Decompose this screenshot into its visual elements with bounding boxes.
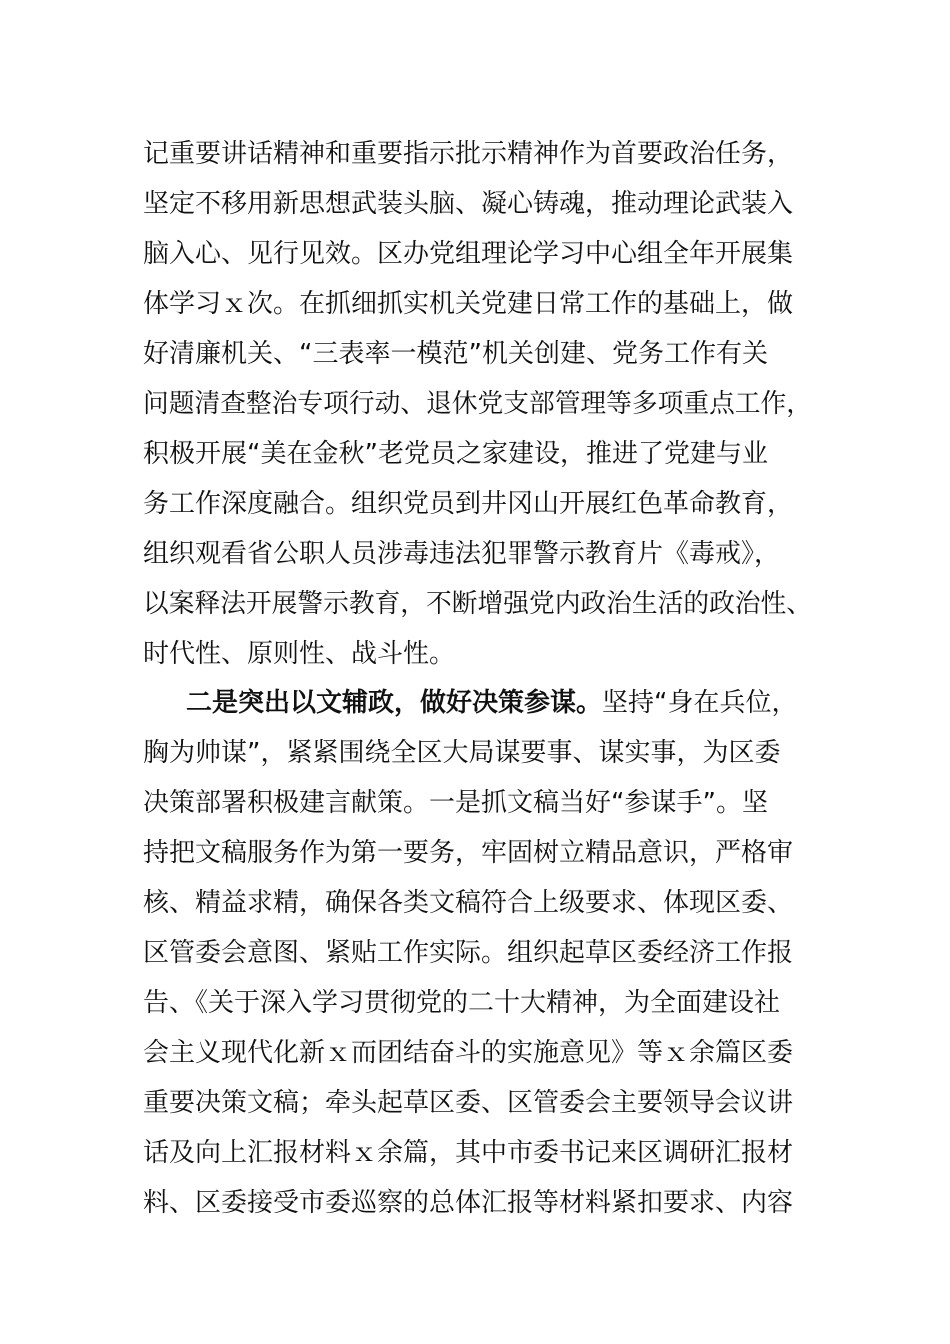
text-line: 胸为帅谋”，紧紧围绕全区大局谋要事、谋实事，为区委 xyxy=(143,738,781,768)
paragraph-first-line xyxy=(186,678,798,728)
text-line: 会主义现代化新ｘ而团结奋斗的实施意见》等ｘ余篇区委 xyxy=(143,1038,794,1068)
text-line: 积极开展“美在金秋”老党员之家建设，推进了党建与业 xyxy=(143,439,768,469)
text-line: 持把文稿服务作为第一要务，牢固树立精品意识，严格审 xyxy=(143,838,794,868)
text-line: 重要决策文稿；牵头起草区委、区管委会主要领导会议讲 xyxy=(143,1088,794,1118)
text-line: 好清廉机关、“三表率一模范”机关创建、党务工作有关 xyxy=(143,339,768,369)
text-line: 问题清查整治专项行动、退休党支部管理等多项重点工作， xyxy=(143,389,813,419)
text-line: 组织观看省公职人员涉毒违法犯罪警示教育片《毒戒》， xyxy=(143,539,781,569)
text-line: 坚定不移用新思想武装头脑、凝心铸魂，推动理论武装入 xyxy=(143,189,794,219)
text-line: 务工作深度融合。组织党员到井冈山开展红色革命教育， xyxy=(143,489,794,519)
text-line: 核、精益求精，确保各类文稿符合上级要求、体现区委、 xyxy=(143,888,794,918)
text-line: 决策部署积极建言献策。一是抓文稿当好“参谋手”。坚 xyxy=(143,788,768,818)
text-line: 区管委会意图、紧贴工作实际。组织起草区委经济工作报 xyxy=(143,938,794,968)
text-line: 时代性、原则性、战斗性。 xyxy=(143,639,456,669)
text-line: 记重要讲话精神和重要指示批示精神作为首要政治任务， xyxy=(143,139,794,169)
text-line: 料、区委接受市委巡察的总体汇报等材料紧扣要求、内容 xyxy=(143,1188,794,1218)
text-line: 告、《关于深入学习贯彻党的二十大精神，为全面建设社 xyxy=(143,988,781,1018)
text-line: 脑入心、见行见效。区办党组理论学习中心组全年开展集 xyxy=(143,239,794,269)
text-run: 坚持“身在兵位， xyxy=(602,688,798,718)
text-line: 以案释法开展警示教育，不断增强党内政治生活的政治性、 xyxy=(143,589,813,619)
paragraph-heading: 二是突出以文辅政，做好决策参谋。 xyxy=(186,688,603,718)
text-line: 体学习ｘ次。在抓细抓实机关党建日常工作的基础上，做 xyxy=(143,289,794,319)
text-line: 话及向上汇报材料ｘ余篇，其中市委书记来区调研汇报材 xyxy=(143,1138,794,1168)
